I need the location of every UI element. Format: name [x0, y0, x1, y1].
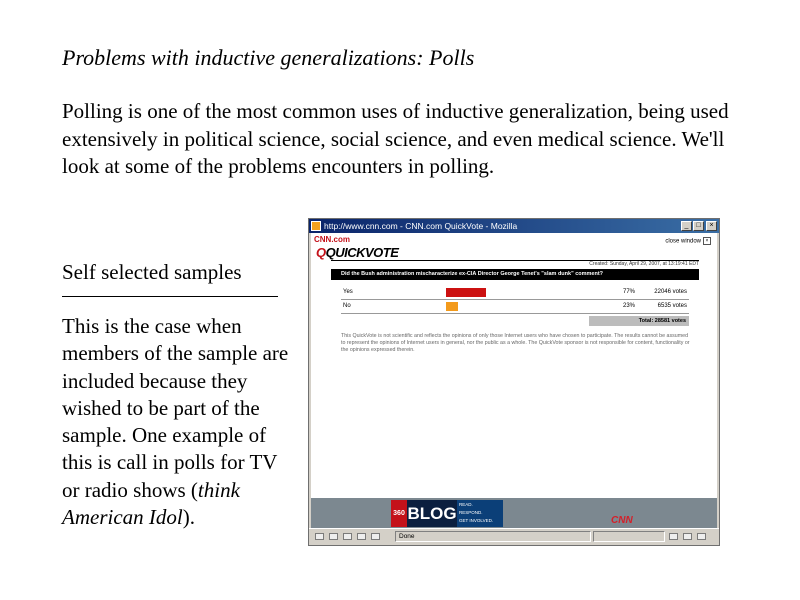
close-window-link[interactable] [665, 237, 711, 245]
quickvote-logo-text: QUICKVOTE [325, 245, 399, 260]
browser-window-screenshot [308, 218, 720, 546]
answer-label: Yes [343, 289, 353, 295]
section-heading: Self selected samples [62, 260, 242, 284]
banner-cnn-logo: CNN [611, 515, 633, 526]
answer-label: No [343, 303, 351, 309]
chat-icon[interactable] [357, 533, 366, 540]
banner-tagline-line: READ. [459, 502, 473, 507]
answer-result-bar [446, 288, 486, 297]
mail-icon[interactable] [329, 533, 338, 540]
poll-total: Total: 28581 votes [589, 316, 689, 326]
poll-disclaimer: This QuickVote is not scientific and reflects the opinions of only those Internet users who have chosen to participate. The results cannot be assumed to represent the opinions of Internet users in general, nor the public as a whole. The QuickVote sponsor is not responsible for content, functionality or the opinions expressed therein. [341, 333, 690, 353]
minimize-button[interactable]: _ [681, 221, 692, 231]
status-progress-panel [593, 531, 665, 542]
navigator-icon[interactable] [315, 533, 324, 540]
poll-dateline: Created: Sunday, April 29, 2007, at 13:19:41 EDT [331, 260, 699, 268]
close-window-icon[interactable]: × [703, 237, 711, 245]
answer-votes: 22046 votes [654, 289, 687, 295]
banner-blog-text: BLOG [407, 500, 457, 527]
security-icon [683, 533, 692, 540]
banner-tagline-line: GET INVOLVED. [459, 518, 494, 523]
component-bar-icon[interactable] [697, 533, 706, 540]
address-book-icon[interactable] [371, 533, 380, 540]
poll-question: Did the Bush administration mischaracterize ex-CIA Director George Tenet's "slam dunk" comment? [331, 269, 699, 280]
heading-underline [62, 296, 278, 297]
close-button[interactable]: × [706, 221, 717, 231]
body-text-italic: think American Idol [62, 477, 240, 530]
banner-tagline [457, 500, 503, 527]
close-window-label: close window [665, 238, 701, 245]
poll-answer-row [341, 286, 689, 300]
body-paragraph [62, 313, 298, 531]
status-text: Done [395, 531, 591, 542]
slide-title: Problems with inductive generalizations: Polls [62, 45, 475, 70]
blog-ad-banner[interactable] [311, 498, 717, 530]
poll-answer-row [341, 300, 689, 314]
body-text-start: This is the case when members of the sample are included because they wished to be part of the sample. One example of this is call in polls for TV or radio shows ( [62, 314, 289, 502]
browser-titlebar [309, 219, 719, 233]
maximize-button[interactable]: □ [693, 221, 704, 231]
answer-votes: 6535 votes [657, 303, 687, 309]
cnn-logo[interactable]: CNN.com [314, 235, 351, 244]
banner-tagline-line: RESPOND. [459, 510, 483, 515]
answer-percent: 77% [623, 289, 636, 295]
browser-window-title: http://www.cnn.com - CNN.com QuickVote - Mozilla [324, 221, 518, 231]
composer-icon[interactable] [343, 533, 352, 540]
online-status-icon [669, 533, 678, 540]
quickvote-logo [316, 245, 398, 260]
body-text-end: ). [182, 505, 195, 530]
banner-360-badge: 360 [391, 500, 407, 527]
intro-paragraph: Polling is one of the most common uses of inductive generalization, being used extensively in political science, social science, and even medical science. We'll look at some of the problems encounters in polling. [62, 99, 729, 178]
answer-percent: 23% [623, 303, 636, 309]
quickvote-logo-mark: Q [316, 245, 326, 260]
browser-statusbar [309, 528, 719, 545]
answer-result-bar [446, 302, 458, 311]
quickvote-page [311, 233, 717, 498]
browser-app-icon [311, 221, 321, 231]
